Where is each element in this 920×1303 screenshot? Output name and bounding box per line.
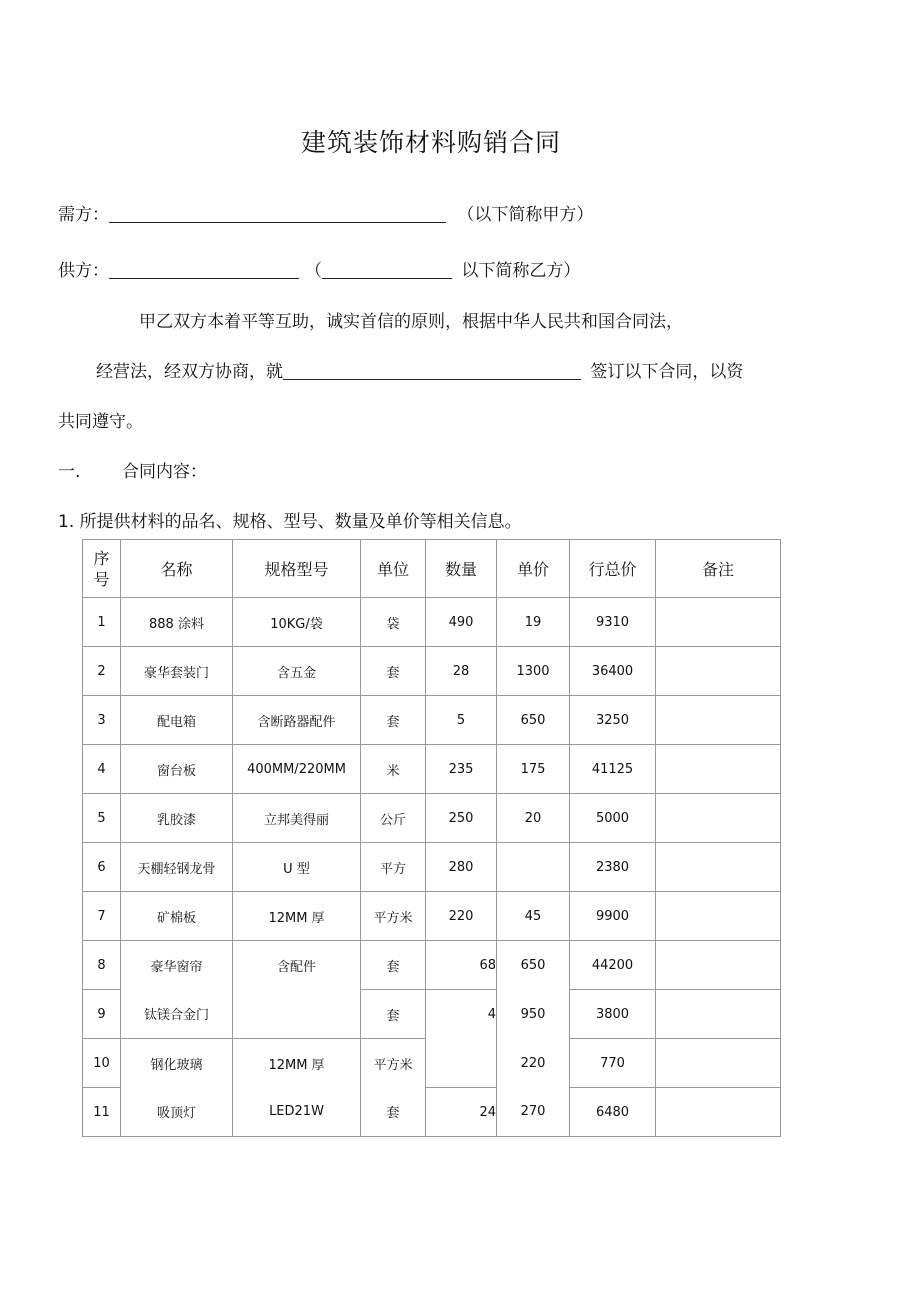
cell-spec: LED21W (233, 1088, 361, 1137)
cell-total: 41125 (570, 745, 656, 794)
cell-spec (233, 990, 361, 1039)
cell-note (656, 843, 781, 892)
cell-price: 19 (497, 598, 570, 647)
cell-total: 2380 (570, 843, 656, 892)
cell-seq: 9 (83, 990, 121, 1039)
section-1-number: 一. (58, 462, 81, 482)
cell-seq: 10 (83, 1039, 121, 1088)
cell-note (656, 892, 781, 941)
cell-spec: 含五金 (233, 647, 361, 696)
header-unit: 单位 (361, 540, 426, 598)
cell-qty (426, 1039, 497, 1088)
cell-price (497, 843, 570, 892)
cell-seq: 4 (83, 745, 121, 794)
cell-price: 45 (497, 892, 570, 941)
table-row (83, 794, 781, 843)
table-row (83, 745, 781, 794)
cell-name: 吸顶灯 (121, 1088, 233, 1137)
paragraph-2 (96, 357, 743, 382)
cell-total: 3250 (570, 696, 656, 745)
table-header-row (83, 540, 781, 598)
cell-note (656, 598, 781, 647)
cell-name: 矿棉板 (121, 892, 233, 941)
table-row (83, 843, 781, 892)
cell-qty: 24 (426, 1088, 497, 1137)
cell-unit: 平方 (361, 843, 426, 892)
cell-price: 950 (497, 990, 570, 1039)
table-row (83, 1088, 781, 1137)
cell-price: 650 (497, 941, 570, 990)
cell-spec: U 型 (233, 843, 361, 892)
header-price: 单价 (497, 540, 570, 598)
cell-total: 5000 (570, 794, 656, 843)
header-name: 名称 (121, 540, 233, 598)
cell-seq: 3 (83, 696, 121, 745)
header-seq-bottom: 号 (93, 569, 110, 589)
cell-seq: 6 (83, 843, 121, 892)
materials-table (82, 539, 781, 1137)
table-row (83, 598, 781, 647)
contract-title: 建筑装饰材料购销合同 (300, 128, 561, 157)
section-1-title: 合同内容： (122, 462, 207, 482)
cell-spec: 400MM/220MM (233, 745, 361, 794)
cell-name: 888 涂料 (121, 598, 233, 647)
table-row (83, 941, 781, 990)
seller-open-paren: （ (305, 261, 322, 281)
cell-unit: 米 (361, 745, 426, 794)
buyer-blank (109, 204, 446, 223)
cell-seq: 7 (83, 892, 121, 941)
table-row (83, 990, 781, 1039)
cell-qty: 235 (426, 745, 497, 794)
item-1-heading: 1. 所提供材料的品名、规格、型号、数量及单价等相关信息。 (58, 512, 522, 532)
cell-unit: 套 (361, 1088, 426, 1137)
cell-total: 44200 (570, 941, 656, 990)
table-row (83, 647, 781, 696)
header-seq (83, 540, 121, 598)
cell-seq: 11 (83, 1088, 121, 1137)
cell-total: 36400 (570, 647, 656, 696)
cell-name: 乳胶漆 (121, 794, 233, 843)
paragraph-2-end: 签订以下合同，以资 (590, 362, 744, 382)
cell-unit: 套 (361, 990, 426, 1039)
cell-price: 650 (497, 696, 570, 745)
cell-unit: 平方米 (361, 892, 426, 941)
buyer-suffix: （以下简称甲方） (457, 205, 594, 225)
cell-name: 天棚轻钢龙骨 (121, 843, 233, 892)
seller-suffix: 以下简称乙方） (461, 261, 581, 281)
cell-qty: 28 (426, 647, 497, 696)
cell-price: 175 (497, 745, 570, 794)
cell-name: 豪华窗帘 (121, 941, 233, 990)
cell-note (656, 1039, 781, 1088)
cell-qty: 4 (426, 990, 497, 1039)
cell-spec: 含配件 (233, 941, 361, 990)
cell-total: 9310 (570, 598, 656, 647)
cell-note (656, 794, 781, 843)
cell-qty: 490 (426, 598, 497, 647)
subject-blank (283, 361, 581, 380)
cell-price: 220 (497, 1039, 570, 1088)
seller-label: 供方： (58, 261, 109, 281)
cell-spec: 10KG/袋 (233, 598, 361, 647)
cell-spec: 12MM 厚 (233, 892, 361, 941)
cell-qty: 5 (426, 696, 497, 745)
seller-blank-2 (322, 260, 452, 279)
cell-name: 豪华套装门 (121, 647, 233, 696)
cell-note (656, 941, 781, 990)
cell-seq: 1 (83, 598, 121, 647)
header-spec: 规格型号 (233, 540, 361, 598)
cell-total: 9900 (570, 892, 656, 941)
cell-spec: 含断路器配件 (233, 696, 361, 745)
cell-qty: 280 (426, 843, 497, 892)
cell-spec: 12MM 厚 (233, 1039, 361, 1088)
cell-price: 20 (497, 794, 570, 843)
paragraph-2-start: 经营法，经双方协商，就 (96, 362, 283, 382)
paragraph-3: 共同遵守。 (58, 412, 143, 432)
cell-unit: 套 (361, 941, 426, 990)
cell-spec: 立邦美得丽 (233, 794, 361, 843)
cell-seq: 5 (83, 794, 121, 843)
cell-qty: 220 (426, 892, 497, 941)
header-seq-top: 序 (93, 548, 110, 568)
page-bottom-mask (80, 1139, 784, 1303)
cell-price: 270 (497, 1088, 570, 1137)
paragraph-1: 甲乙双方本着平等互助，诚实首信的原则，根据中华人民共和国合同法， (139, 312, 683, 332)
table-row (83, 892, 781, 941)
cell-total: 3800 (570, 990, 656, 1039)
seller-blank (109, 260, 299, 279)
seller-line (58, 256, 580, 281)
cell-unit: 公斤 (361, 794, 426, 843)
cell-note (656, 990, 781, 1039)
cell-price: 1300 (497, 647, 570, 696)
header-qty: 数量 (426, 540, 497, 598)
cell-unit: 平方米 (361, 1039, 426, 1088)
cell-name: 窗台板 (121, 745, 233, 794)
header-note: 备注 (656, 540, 781, 598)
cell-unit: 套 (361, 696, 426, 745)
buyer-label: 需方： (58, 205, 109, 225)
cell-note (656, 647, 781, 696)
cell-seq: 8 (83, 941, 121, 990)
cell-total: 770 (570, 1039, 656, 1088)
cell-seq: 2 (83, 647, 121, 696)
cell-note (656, 696, 781, 745)
cell-unit: 袋 (361, 598, 426, 647)
cell-unit: 套 (361, 647, 426, 696)
cell-name: 钢化玻璃 (121, 1039, 233, 1088)
cell-name: 钛镁合金门 (121, 990, 233, 1039)
buyer-line (58, 200, 593, 225)
cell-note (656, 1088, 781, 1137)
header-total: 行总价 (570, 540, 656, 598)
table-row (83, 1039, 781, 1088)
cell-qty: 68 (426, 941, 497, 990)
cell-note (656, 745, 781, 794)
cell-name: 配电箱 (121, 696, 233, 745)
table-row (83, 696, 781, 745)
cell-total: 6480 (570, 1088, 656, 1137)
cell-qty: 250 (426, 794, 497, 843)
